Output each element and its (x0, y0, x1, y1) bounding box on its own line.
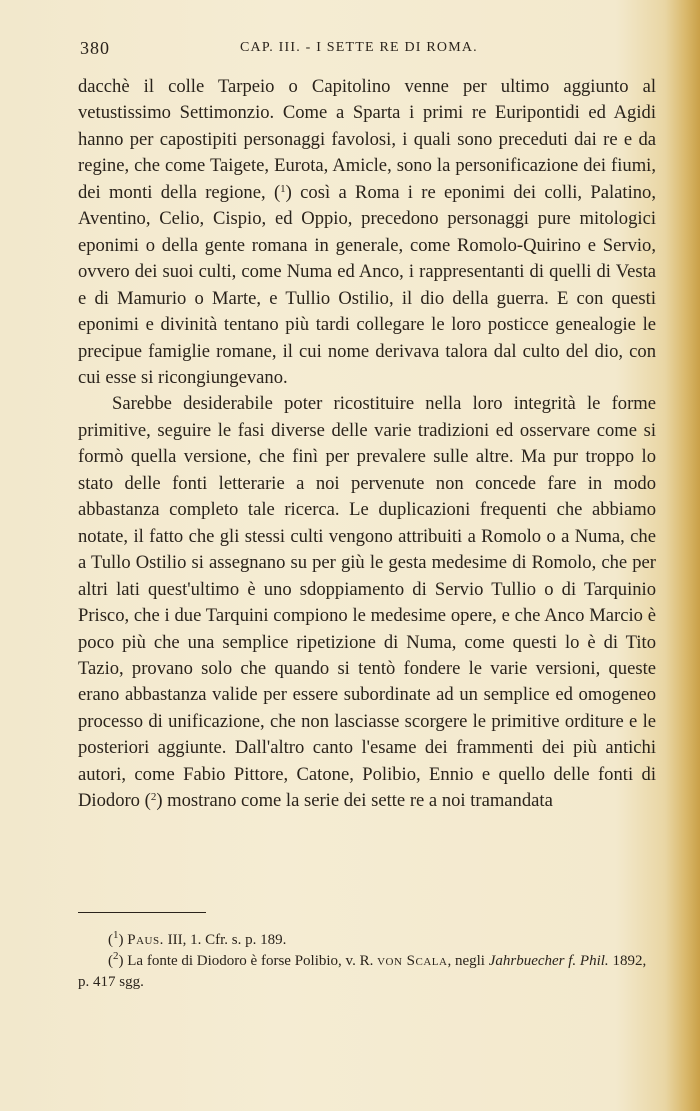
page-number: 380 (80, 38, 110, 58)
page-header (80, 38, 654, 62)
body-text (78, 74, 656, 815)
footnote-1-close: ) (118, 932, 128, 948)
footnote-1-text: III, 1. Cfr. s. p. 189. (163, 932, 287, 948)
paragraph-2-text-a: Sarebbe desiderabile poter ricostituire nella loro integrità le forme primitive, seguire le fasi diverse delle varie tradizioni ed osservare come si formò quella versione, che finì per prevalere sulle altre. Ma pur troppo lo stato delle fonti letterarie a noi pervenute non concede fare in modo abbastanza completo tale ricerca. Le duplicazioni frequenti che abbiamo notate, il fatto che gli stessi culti vengono attribuiti a Romolo o a Numa, che a Tullo Ostilio si assegnano su per giù le gesta medesime di Romolo, che per altri lati quest'ultimo è uno sdoppiamento di Servio Tullio o di Tarquinio Prisco, che i due Tarquini compiono le medesime opere, e che Anco Marcio è poco più che una semplice ripetizione di Numa, come questi lo è di Tito Tazio, provano solo che quando si tentò fondere le varie versioni, queste erano abbastanza valide per essere subordinate ad un semplice ed omogeneo processo di unificazione, che non lasciasse scorgere le primitive orditure e le posteriori aggiunte. Dall'altro canto l'esame dei frammenti dei più antichi autori, come Fabio Pittore, Catone, Polibio, Ennio e quello delle fonti di Diodoro ( (78, 393, 656, 812)
footnote-2-mark: 2 (113, 950, 119, 962)
running-head: CAP. III. - I SETTE RE DI ROMA. (240, 40, 478, 55)
footnote-2-journal: Jahrbuecher f. Phil. (488, 953, 609, 969)
footnote-1-author: Paus. (127, 932, 164, 948)
paragraph-1 (78, 74, 656, 391)
paragraph-1-text-a: dacchè il colle Tarpeio o Capitolino venne per ultimo aggiunto al vetustissimo Settimonzio. Come a Sparta i primi re Euripontidi ed Agidi hanno per capostipiti personaggi favolosi, i quali sono preceduti dai re e da regine, che come Taigete, Eurota, Amicle, sono la personificazione dei fiumi, dei monti della regione, ( (78, 76, 656, 203)
footnote-2-author: von Scala (377, 953, 448, 969)
footnotes (78, 930, 656, 993)
footnote-2 (78, 951, 656, 993)
footnote-1-mark: 1 (113, 929, 119, 941)
footnote-divider (78, 912, 206, 913)
footnote-2-open: ( (108, 953, 113, 969)
footnote-2-text-c: 1892, p. 417 sgg. (78, 953, 647, 990)
paragraph-1-text-b: ) così a Roma i re eponimi dei colli, Palatino, Aventino, Celio, Cispio, ed Oppio, precedono personaggi pure mitologici eponimi o della gente romana in generale, come Romolo-Quirino e Servio, ovvero dei suoi culti, come Numa ed Anco, i rappresentanti di quelli di Vesta e di Mamurio o Marte, e Tullio Ostilio, il dio della guerra. E con questi eponimi e divinità tentano più tardi collegare le loro posticce genealogie le precipue famiglie romane, il cui nome derivava talora dal culto del dio, con cui esse si ricongiungevano. (78, 181, 656, 388)
paragraph-2-text-b: ) mostrano come la serie dei sette re a noi tramandata (156, 790, 553, 812)
footnote-ref-2: 2 (150, 791, 157, 804)
footnote-2-close: ) (118, 953, 128, 969)
paragraph-2 (78, 391, 656, 814)
footnote-1 (78, 930, 656, 951)
footnote-2-text-b: , negli (447, 953, 489, 969)
footnote-1-open: ( (108, 932, 113, 948)
footnote-2-text-a: La fonte di Diodoro è forse Polibio, v. R. (127, 953, 378, 969)
footnote-ref-1: 1 (280, 182, 286, 195)
